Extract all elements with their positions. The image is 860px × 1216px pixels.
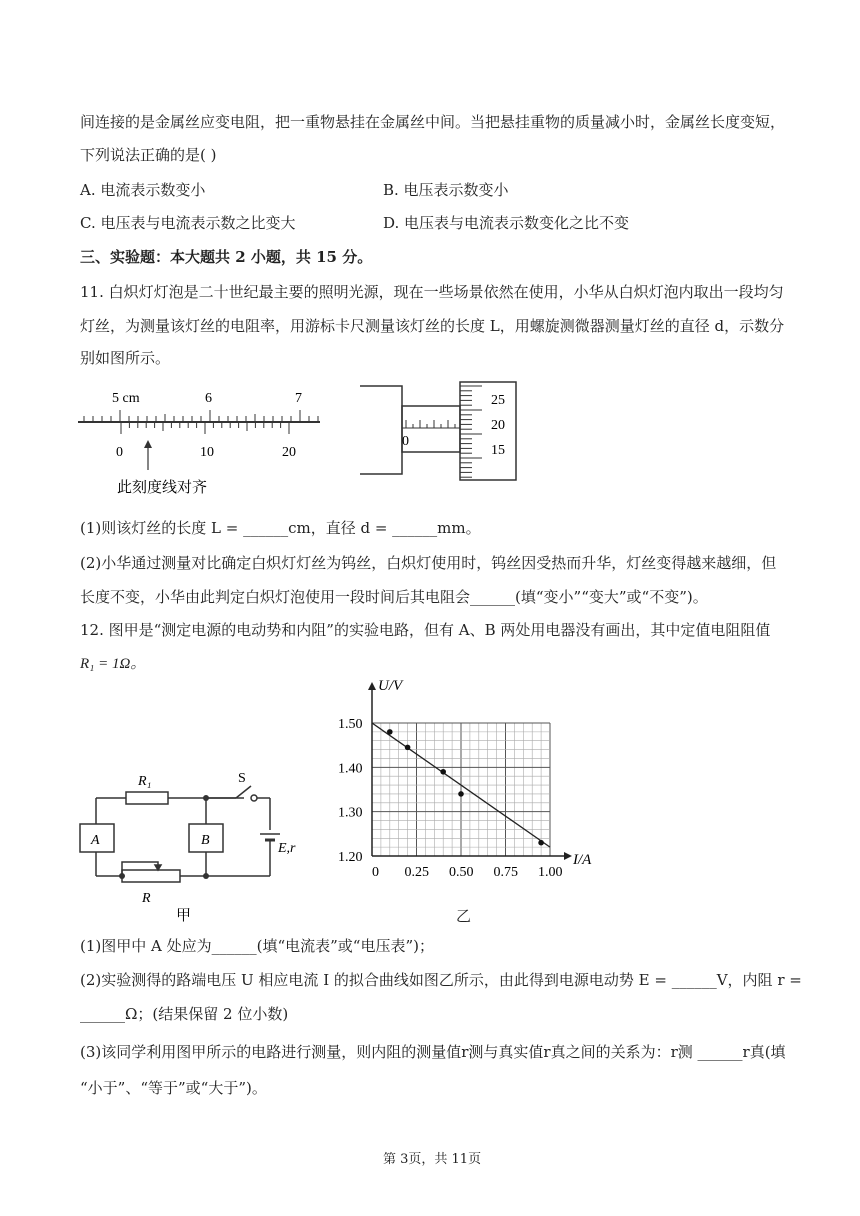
label-a: A	[91, 833, 100, 848]
y-axis-label: U/V	[378, 678, 403, 694]
q10-option-a: A. 电流表示数变小	[80, 181, 206, 199]
x-tick-label: 0.50	[449, 865, 474, 880]
q10-option-c: C. 电压表与电流表示数之比变大	[80, 214, 296, 232]
caliper-arrow-caption: 此刻度线对齐	[117, 480, 208, 496]
q12-sub2-line1: (2)实验测得的路端电压 U 相应电流 I 的拟合曲线如图乙所示，由此得到电源电动势 E = ______V，内阻 r =	[80, 971, 802, 989]
rheostat-r	[122, 870, 180, 882]
q10-stem-line2: 下列说法正确的是( )	[80, 146, 217, 164]
caliper-main-label: 7	[295, 391, 302, 406]
thimble-label: 25	[491, 393, 505, 408]
y-tick-label: 1.40	[338, 761, 363, 777]
label-b: B	[201, 833, 210, 848]
q11-line3: 别如图所示。	[80, 349, 171, 367]
switch-s	[236, 786, 251, 798]
q11-sub2-line1: (2)小华通过测量对比确定白炽灯灯丝为钨丝，白炽灯使用时，钨丝因受热而升华，灯丝变得越来越细，但	[80, 554, 777, 572]
y-tick-label: 1.30	[338, 805, 363, 821]
data-point	[440, 769, 446, 775]
x-tick-label: 0.75	[493, 865, 518, 880]
data-point	[387, 729, 393, 735]
q11-line2: 灯丝，为测量该灯丝的电阻率，用游标卡尺测量该灯丝的长度 L，用螺旋测微器测量灯丝的直径 d，示数分	[80, 317, 785, 335]
page-footer: 第 3页，共 11页	[383, 1152, 482, 1167]
x-tick-label: 0	[372, 865, 379, 880]
q11-line1: 11. 白炽灯灯泡是二十世纪最主要的照明光源，现在一些场景依然在使用，小华从白炽灯泡内取出一段均匀	[80, 283, 784, 301]
vernier-caliper-figure	[76, 384, 326, 504]
x-axis-label: I/A	[573, 852, 592, 868]
label-r: R	[142, 891, 151, 906]
q10-option-b: B. 电压表示数变小	[383, 181, 509, 199]
thimble-label: 20	[491, 418, 505, 433]
x-tick-label: 0.25	[404, 865, 429, 880]
data-point	[538, 840, 544, 846]
x-tick-label: 1.00	[538, 865, 563, 880]
sleeve-zero-label: 0	[402, 434, 409, 449]
q12-sub2-line2: ______Ω；(结果保留 2 位小数)	[80, 1005, 289, 1023]
y-tick-label: 1.20	[338, 850, 363, 865]
circuit-diagram-jia	[76, 770, 306, 930]
caliper-main-label: 6	[205, 391, 212, 406]
micrometer-figure	[358, 380, 528, 484]
label-er: E,r	[278, 841, 296, 856]
resistor-r1	[126, 792, 168, 804]
section-heading: 三、实验题：本大题共 2 小题，共 15 分。	[80, 248, 373, 266]
caption-yi: 乙	[456, 907, 472, 925]
u-i-graph	[330, 676, 610, 906]
q12-line1: 12. 图甲是“测定电源的电动势和内阻”的实验电路，但有 A、B 两处用电器没有画出，其中定值电阻阻值	[80, 621, 771, 639]
caliper-vernier-label: 20	[282, 445, 296, 460]
caption-jia: 甲	[176, 908, 192, 924]
q12-sub1: (1)图甲中 A 处应为______(填“电流表”或“电压表”)；	[80, 937, 434, 955]
q10-option-d: D. 电压表与电流表示数变化之比不变	[383, 214, 630, 232]
q12-sub3-line2: “小于”、“等于”或“大于”)。	[80, 1079, 267, 1097]
q11-sub1: (1)则该灯丝的长度 L = ______cm，直径 d = ______mm。	[80, 519, 481, 537]
label-s: S	[238, 771, 246, 786]
caliper-main-label: 5 cm	[112, 391, 140, 406]
data-point	[405, 745, 411, 751]
caliper-vernier-label: 10	[200, 445, 214, 460]
y-tick-label: 1.50	[338, 717, 363, 732]
label-r1: R₁	[138, 774, 152, 789]
thimble-label: 15	[491, 443, 505, 458]
data-point	[458, 791, 464, 797]
q11-sub2-line2: 长度不变，小华由此判定白炽灯泡使用一段时间后其电阻会______(填“变小”“变大”或“不变”)。	[80, 588, 708, 606]
q10-stem-line1: 间连接的是金属丝应变电阻，把一重物悬挂在金属丝中间。当把悬挂重物的质量减小时，金属丝长度变短，	[80, 113, 786, 131]
caliper-vernier-label: 0	[116, 445, 123, 460]
q12-line2: R₁ = 1Ω。	[80, 656, 146, 672]
q12-sub3-line1: (3)该同学利用图甲所示的电路进行测量，则内阻的测量值r测与真实值r真之间的关系为：r测 ______r真(填	[80, 1043, 786, 1061]
